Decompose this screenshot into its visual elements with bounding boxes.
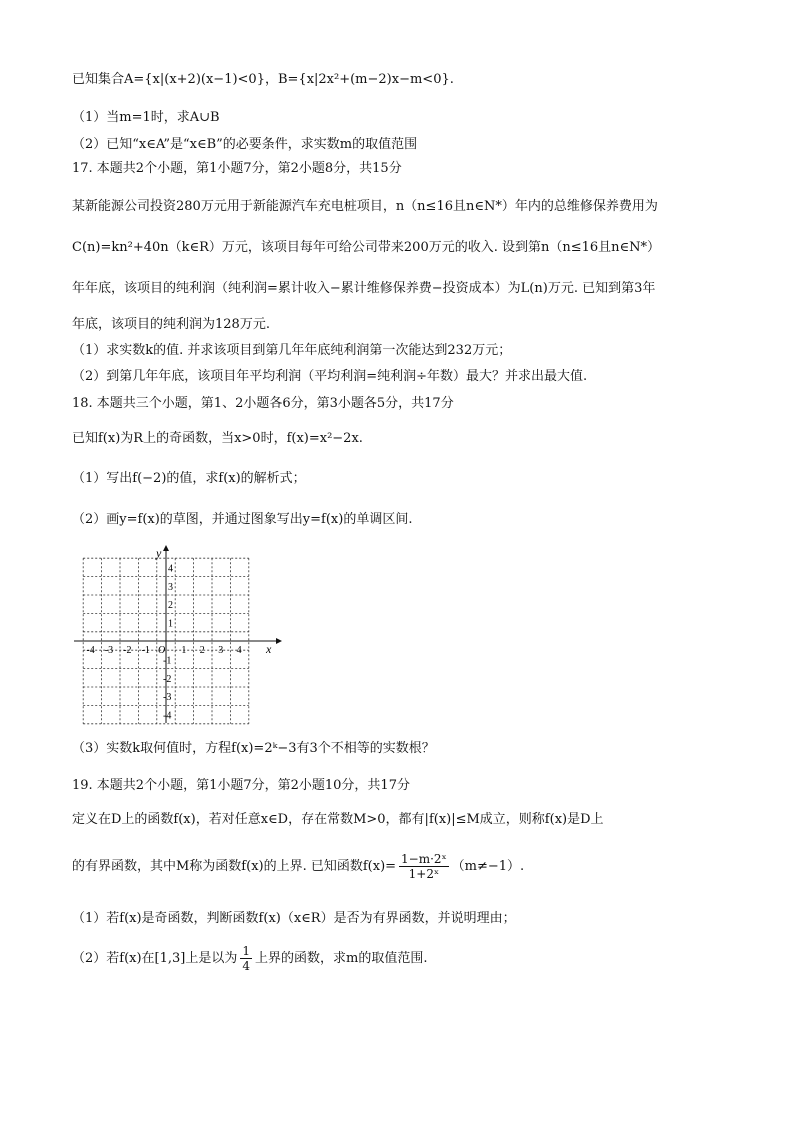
y-tick-label: 3 [168,581,173,593]
problem18-question2: （2）画y=f(x)的草图，并通过图象写出y=f(x)的单调区间. [72,512,413,527]
x-axis-arrow [276,638,282,644]
x-tick-label: 3 [218,645,224,656]
problem18-question3: （3）实数k取何值时，方程f(x)=2ᵏ−3有3个不相等的实数根？ [72,741,435,756]
problem16-question2: （2）已知“x∈A”是“x∈B”的必要条件，求实数m的取值范围 [72,137,418,152]
problem17-question1: （1）求实数k的值. 并求该项目到第几年年底纯利润第一次能达到232万元； [72,343,512,358]
x-axis-label: x [266,642,272,656]
problem19-paragraph2-pre: 的有界函数，其中M称为函数f(x)的上界. 已知函数f(x)= [72,859,397,875]
y-tick-label: 1 [168,618,173,630]
problem17-paragraph4: 年底，该项目的纯利润为128万元. [72,317,270,332]
quarter-fraction-numerator: 1 [242,944,251,958]
problem17-paragraph3: 年年底，该项目的纯利润（纯利润=累计收入−累计维修保养费−投资成本）为L(n)万元. 已知到第3年 [72,281,656,296]
problem16-question1: （1）当m=1时，求A∪B [72,110,220,125]
problem19-question2 [72,944,428,974]
y-axis-label: y [156,546,162,560]
y-tick-label: -1 [163,655,172,667]
y-tick-label: 2 [168,600,173,612]
problem18-intro: 已知f(x)为R上的奇函数，当x>0时，f(x)=x²−2x. [72,431,363,446]
problem19-heading: 19. 本题共2个小题，第1小题7分，第2小题10分，共17分 [72,778,410,793]
fraction-denominator: 1+2ˣ [408,867,440,882]
y-tick-label: 4 [168,563,173,575]
x-tick-label: 1 [181,645,187,656]
x-tick-label: 4 [236,645,242,656]
problem17-paragraph1: 某新能源公司投资280万元用于新能源汽车充电桩项目，n（n≤16且n∈N*）年内的总维修保养费用为 [72,199,658,214]
x-tick-label: -2 [123,645,132,656]
problem16-intro: 已知集合A={x|(x+2)(x−1)<0}，B={x|2x²+(m−2)x−m<0}. [72,72,454,87]
fraction [399,852,449,882]
problem18-question1: （1）写出f(−2)的值，求f(x)的解析式； [72,471,306,486]
y-axis-arrow [163,545,169,551]
x-tick-label: -1 [141,645,150,656]
problem17-paragraph2: C(n)=kn²+40n（k∈R）万元，该项目每年可给公司带来200万元的收入. 设到第n（n≤16且n∈N*） [72,240,661,255]
problem17-question2: （2）到第几年年底，该项目年平均利润（平均利润=纯利润÷年数）最大？并求出最大值. [72,369,588,384]
quarter-fraction [240,944,252,974]
origin-label: O [158,645,166,656]
problem18-heading: 18. 本题共三个小题，第1、2小题各6分，第3小题各5分，共17分 [72,396,454,411]
coordinate-grid [70,543,282,727]
problem19-paragraph2-post: （m≠−1）. [451,859,525,875]
grid-svg [70,543,282,727]
problem17-heading: 17. 本题共2个小题，第1小题7分，第2小题8分，共15分 [72,161,402,176]
x-tick-label: -3 [104,645,114,656]
x-tick-label: -4 [86,645,95,656]
problem19-question1: （1）若f(x)是奇函数，判断函数f(x)（x∈R）是否为有界函数，并说明理由； [72,911,516,926]
problem19-question2-post: 上界的函数，求m的取值范围. [255,951,428,967]
problem19-paragraph1: 定义在D上的函数f(x)，若对任意x∈D，存在常数M>0，都有|f(x)|≤M成立，则称f(x)是D上 [72,812,604,827]
y-tick-labels [163,563,173,721]
x-tick-label: 2 [199,645,205,656]
problem19-paragraph2 [72,852,524,882]
y-tick-label: -2 [163,673,172,685]
y-tick-label: -3 [163,692,172,704]
problem19-question2-pre: （2）若f(x)在[1,3]上是以为 [72,951,238,967]
fraction-numerator: 1−m·2ˣ [401,852,447,866]
quarter-fraction-denominator: 4 [242,959,251,974]
y-tick-label: -4 [163,710,172,722]
